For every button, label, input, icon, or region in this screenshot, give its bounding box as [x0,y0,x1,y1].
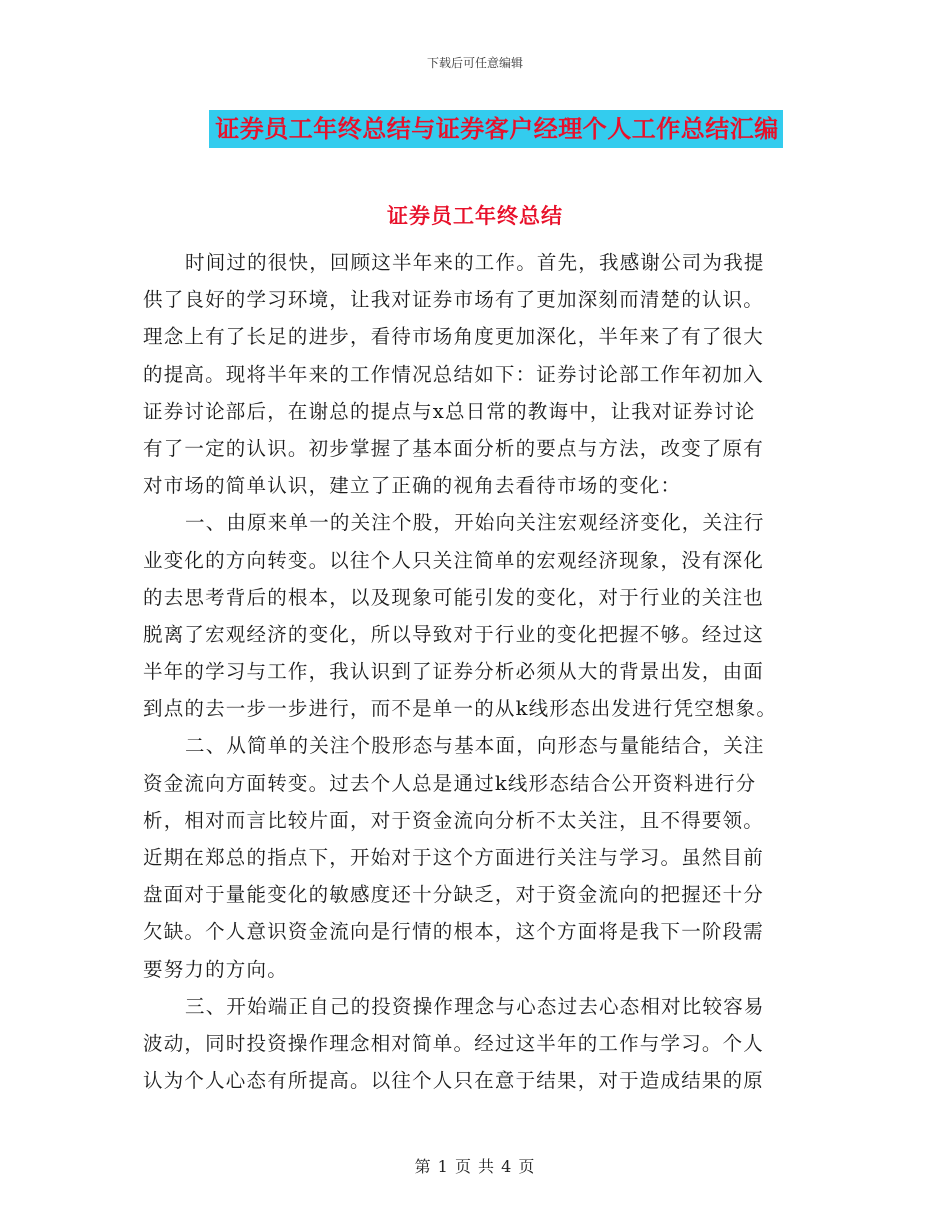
body-line: 证券讨论部后，在谢总的提点与x总日常的教诲中，让我对证券讨论 [143,399,756,423]
body-line: 近期在郑总的指点下，开始对于这个方面进行关注与学习。虽然目前 [143,846,765,869]
body-line: 一、由原来单一的关注个股，开始向关注宏观经济变化，关注行 [185,511,765,535]
body-line: 对市场的简单认识，建立了正确的视角去看待市场的变化： [143,474,682,498]
document-body [143,244,803,1099]
body-line: 欠缺。个人意识资金流向是行情的根本，这个方面将是我下一阶段需 [143,920,765,944]
body-line: 析，相对而言比较片面，对于资金流向分析不太关注，且不得要领。 [143,808,765,832]
body-line: 认为个人心态有所提高。以往个人只在意于结果，对于造成结果的原 [143,1069,765,1093]
body-line: 理念上有了长足的进步，看待市场角度更加深化，半年来了有了很大 [143,325,765,349]
body-line: 半年的学习与工作，我认识到了证券分析必须从大的背景出发，由面 [143,660,765,684]
body-line: 资金流向方面转变。过去个人总是通过k线形态结合公开资料进行分 [143,771,757,795]
body-line: 到点的去一步一步进行，而不是单一的从k线形态出发进行凭空想象。 [143,697,778,721]
section-title: 证券员工年终总结 [387,203,563,228]
body-line: 三、开始端正自己的投资操作理念与心态过去心态相对比较容易 [185,994,765,1018]
body-line: 业变化的方向转变。以往个人只关注简单的宏观经济现象，没有深化 [143,548,765,572]
body-line: 盘面对于量能变化的敏感度还十分缺乏，对于资金流向的把握还十分 [143,883,765,907]
document-title-wrap [0,110,950,148]
body-line: 的去思考背后的根本，以及现象可能引发的变化，对于行业的关注也 [143,585,765,609]
body-line: 二、从简单的关注个股形态与基本面，向形态与量能结合，关注 [185,734,765,758]
body-line: 的提高。现将半年来的工作情况总结如下：证券讨论部工作年初加入 [143,362,765,386]
body-line: 时间过的很快，回顾这半年来的工作。首先，我感谢公司为我提 [185,251,765,274]
body-line: 波动，同时投资操作理念相对简单。经过这半年的工作与学习。个人 [143,1031,765,1055]
body-line: 有了一定的认识。初步掌握了基本面分析的要点与方法，改变了原有 [143,436,765,460]
body-line: 脱离了宏观经济的变化，所以导致对于行业的变化把握不够。经过这 [143,622,765,646]
document-title: 证券员工年终总结与证券客户经理个人工作总结汇编 [209,110,783,148]
page-footer: 第 1 页 共 4 页 [414,1157,536,1176]
body-line: 供了良好的学习环境，让我对证券市场有了更加深刻而清楚的认识。 [143,288,765,312]
header-note: 下载后可任意编辑 [426,56,523,70]
body-line: 要努力的方向。 [143,957,288,981]
